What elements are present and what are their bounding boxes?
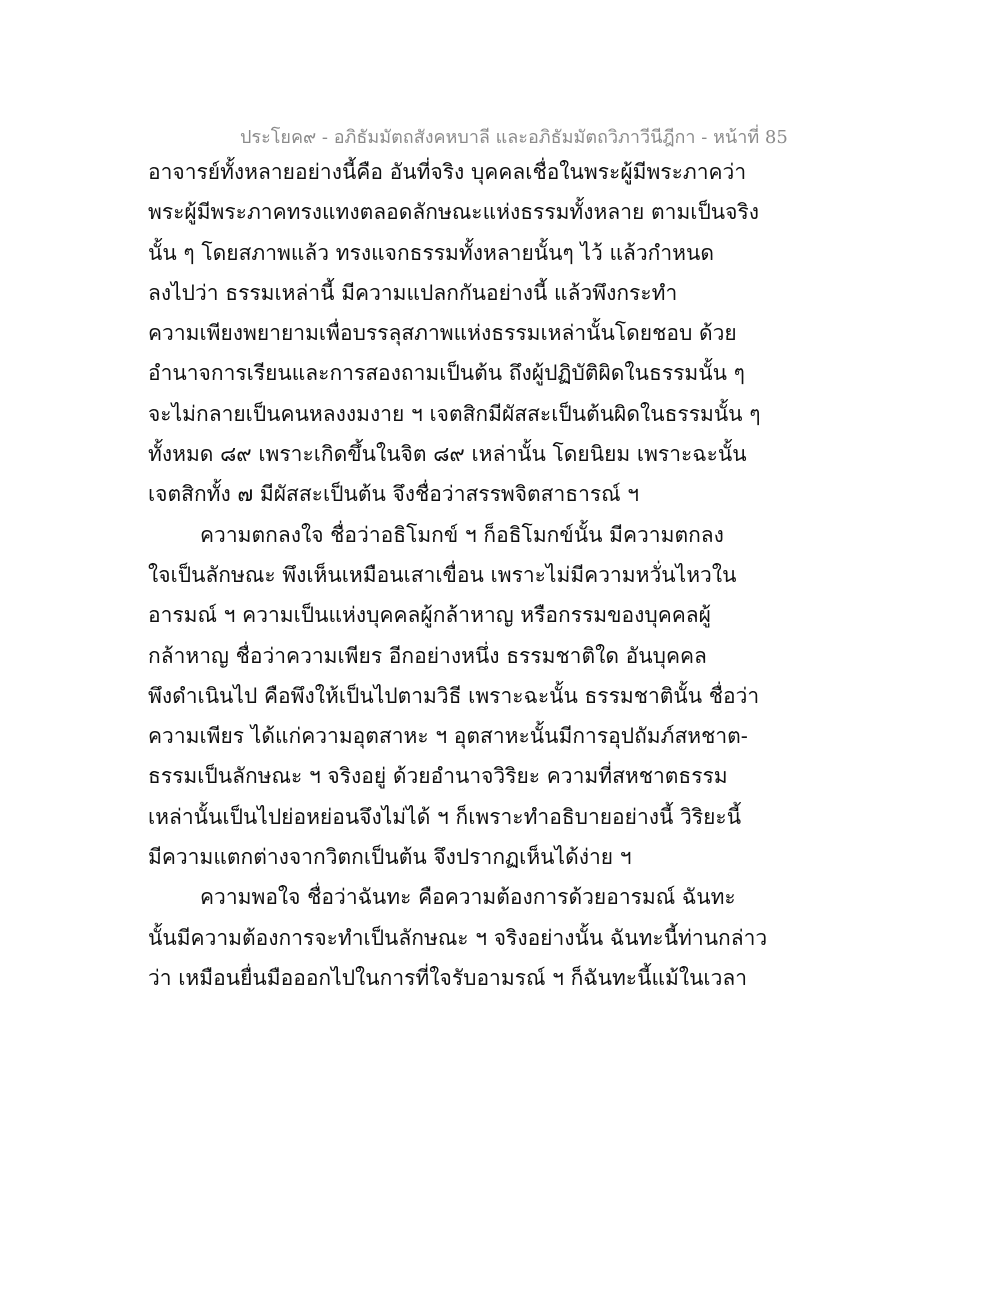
text-line: จะไม่กลายเป็นคนหลงงมงาย ฯ เจตสิกมีผัสสะเป็นต้นผิดในธรรมนั้น ๆ [148,401,761,426]
running-header: ประโยค๙ - อภิธัมมัตถสังคหบาลี และอภิธัมมัตถวิภาวีนีฎีกา - หน้าที่ 85 [240,127,788,148]
text-line: พระผู้มีพระภาคทรงแทงตลอดลักษณะแห่งธรรมทั้งหลาย ตามเป็นจริง [148,200,759,225]
text-line: นั้นมีความต้องการจะทำเป็นลักษณะ ฯ จริงอย่างนั้น ฉันทะนี้ท่านกล่าว [148,925,768,950]
text-line: พึงดำเนินไป คือพึงให้เป็นไปตามวิธี เพราะฉะนั้น ธรรมชาตินั้น ชื่อว่า [148,683,760,708]
text-line: อาจารย์ทั้งหลายอย่างนี้คือ อันที่จริง บุคคลเชื่อในพระผู้มีพระภาคว่า [148,160,747,184]
text-line: มีความแตกต่างจากวิตกเป็นต้น จึงปรากฏเห็นได้ง่าย ฯ [148,845,632,870]
text-line: ธรรมเป็นลักษณะ ฯ จริงอยู่ ด้วยอำนาจวิริยะ ความที่สหชาตธรรม [148,764,728,789]
text-line: อารมณ์ ฯ ความเป็นแห่งบุคคลผู้กล้าหาญ หรือกรรมของบุคคลผู้ [148,603,711,628]
text-line: ว่า เหมือนยื่นมือออกไปในการที่ใจรับอามรณ์ ฯ ก็ฉันทะนี้แม้ในเวลา [148,965,748,990]
body-text [148,152,768,998]
paragraph-start-line: ความตกลงใจ ชื่อว่าอธิโมกข์ ฯ ก็อธิโมกข์นั้น มีความตกลง [200,522,724,547]
text-line: เหล่านั้นเป็นไปย่อหย่อนจึงไม่ได้ ฯ ก็เพราะทำอธิบายอย่างนี้ วิริยะนี้ [148,804,742,829]
text-line: กล้าหาญ ชื่อว่าความเพียร อีกอย่างหนึ่ง ธรรมชาติใด อันบุคคล [148,643,707,668]
text-line: ใจเป็นลักษณะ พึงเห็นเหมือนเสาเขื่อน เพราะไม่มีความหวั่นไหวใน [148,562,737,587]
text-line: เจตสิกทั้ง ๗ มีผัสสะเป็นต้น จึงชื่อว่าสรรพจิตสาธารณ์ ฯ [148,482,640,507]
text-line: นั้น ๆ โดยสภาพแล้ว ทรงแจกธรรมทั้งหลายนั้นๆ ไว้ แล้วกำหนด [148,240,715,265]
text-line: อำนาจการเรียนและการสองถามเป็นต้น ถึงผู้ปฏิบัติผิดในธรรมนั้น ๆ [148,361,745,386]
text-line: ลงไปว่า ธรรมเหล่านี้ มีความแปลกกันอย่างนี้ แล้วพึงกระทำ [148,280,678,305]
text-line: ความเพียงพยายามเพื่อบรรลุสภาพแห่งธรรมเหล่านั้นโดยชอบ ด้วย [148,321,737,346]
paragraph-start-line: ความพอใจ ชื่อว่าฉันทะ คือความต้องการด้วยอารมณ์ ฉันทะ [200,885,736,910]
text-line: ความเพียร ได้แก่ความอุตสาหะ ฯ อุตสาหะนั้นมีการอุปถัมภ์สหชาต- [148,724,748,749]
text-line: ทั้งหมด ๘๙ เพราะเกิดขึ้นในจิต ๘๙ เหล่านั้น โดยนิยม เพราะฉะนั้น [148,442,747,467]
